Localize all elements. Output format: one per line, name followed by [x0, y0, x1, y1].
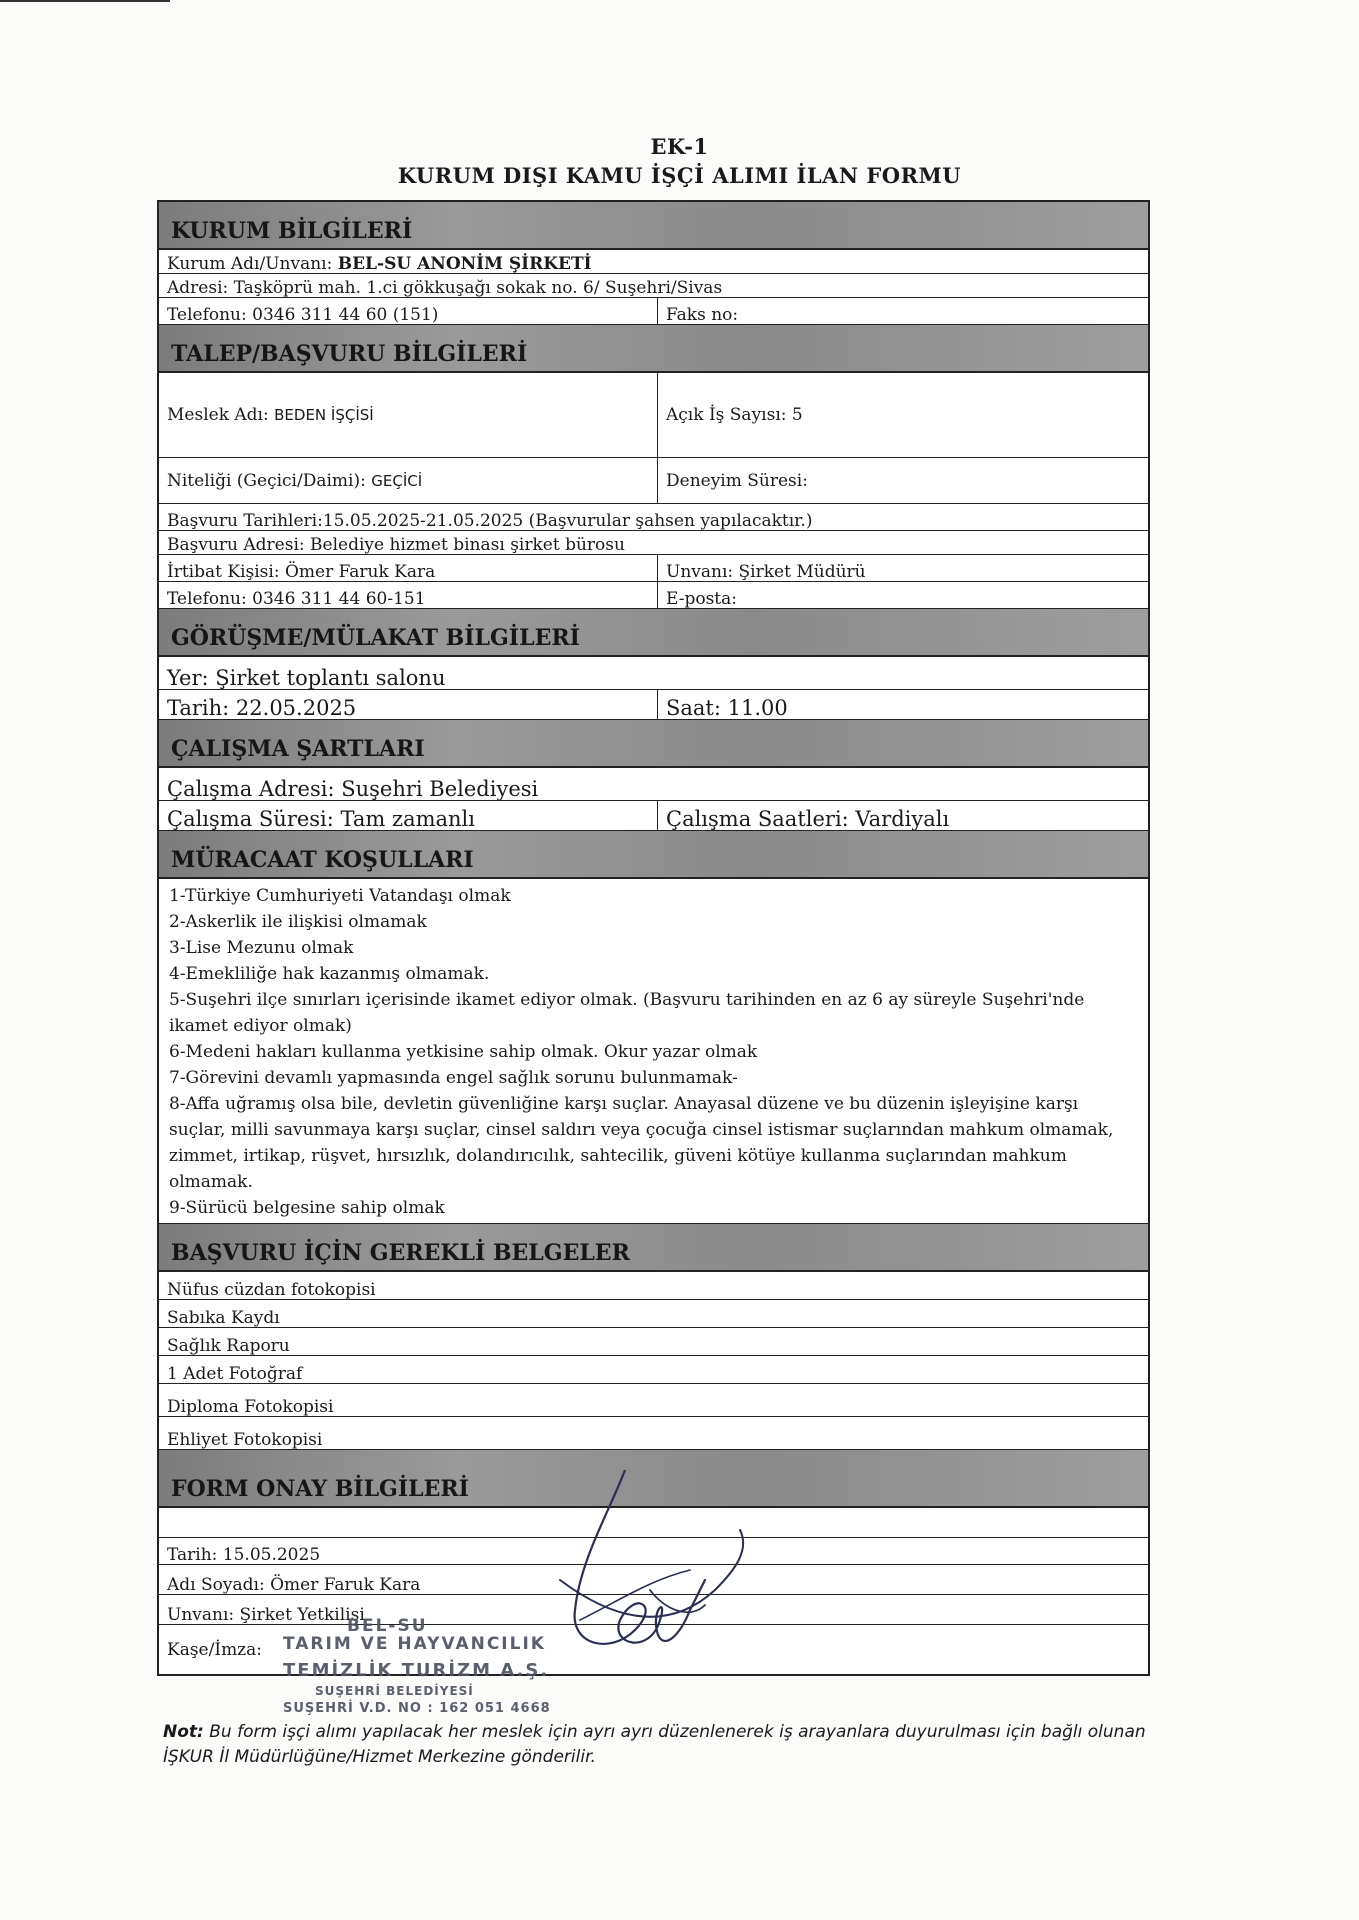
- kurum-name-label: Kurum Adı/Unvanı:: [167, 254, 333, 274]
- muracaat-item: 1-Türkiye Cumhuriyeti Vatandaşı olmak: [169, 886, 511, 906]
- meslek-cell: [159, 373, 658, 457]
- row-belge: [159, 1300, 1148, 1328]
- row-irtibat-telefon: [159, 582, 1148, 609]
- form-title: KURUM DIŞI KAMU İŞÇİ ALIMI İLAN FORMU: [397, 163, 962, 188]
- stamp-line-1: BEL-SU: [347, 1616, 428, 1636]
- row-basvuru-adresi: [159, 531, 1148, 555]
- section-gorusme: GÖRÜŞME/MÜLAKAT BİLGİLERİ: [159, 609, 1148, 657]
- muracaat-item: 2-Askerlik ile ilişkisi olmamak: [169, 912, 427, 932]
- belge-item: Nüfus cüzdan fotokopisi: [167, 1280, 376, 1300]
- section-muracaat: MÜRACAAT KOŞULLARI: [159, 831, 1148, 879]
- annex-label: EK-1: [650, 134, 709, 159]
- kurum-address: Adresi: Taşköprü mah. 1.ci gökkuşağı sokak no. 6/ Suşehri/Sivas: [167, 278, 723, 298]
- row-kurum-address: [159, 274, 1148, 298]
- muracaat-item: 7-Görevini devamlı yapmasında engel sağlık sorunu bulunmamak-: [169, 1068, 738, 1088]
- irtibat-unvan: Unvanı: Şirket Müdürü: [666, 562, 866, 582]
- belge-item: Sağlık Raporu: [167, 1336, 290, 1356]
- stamp-line-3: TEMİZLİK TURİZM A.Ş.: [283, 1660, 550, 1681]
- row-belge: [159, 1328, 1148, 1356]
- row-belge: [159, 1356, 1148, 1384]
- onay-kase-imza: Kaşe/İmza:: [167, 1639, 263, 1660]
- row-calisma-sure: [159, 801, 1148, 831]
- nitelik-cell: [159, 458, 658, 503]
- muracaat-item: 6-Medeni hakları kullanma yetkisine sahip olmak. Okur yazar olmak: [169, 1042, 758, 1062]
- meslek-label: Meslek Adı:: [167, 405, 269, 425]
- gorusme-tarih: Tarih: 22.05.2025: [159, 690, 658, 720]
- nitelik-label: Niteliği (Geçici/Daimi):: [167, 470, 366, 491]
- section-talep: TALEP/BAŞVURU BİLGİLERİ: [159, 325, 1148, 373]
- stamp-line-5: SUŞEHRİ V.D. NO : 162 051 4668: [283, 1701, 551, 1716]
- irtibat-telefon: Telefonu: 0346 311 44 60-151: [159, 582, 658, 609]
- acik-is-sayisi: Açık İş Sayısı: 5: [666, 405, 803, 425]
- stamp-line-4: SUŞEHRİ BELEDİYESİ: [315, 1684, 474, 1698]
- onay-unvan: Unvanı: Şirket Yetkilisi: [167, 1605, 365, 1625]
- belge-item: Diploma Fotokopisi: [167, 1397, 334, 1417]
- belge-item: Sabıka Kaydı: [167, 1308, 280, 1328]
- note-text: Bu form işçi alımı yapılacak her meslek için ayrı ayrı düzenlenerek iş arayanlara duyurulması için bağlı olunan İŞKUR İl Müdürlüğüne/Hizmet Merkezine gönderilir.: [163, 1722, 1146, 1767]
- footer-note: [163, 1720, 1193, 1770]
- row-belge: [159, 1417, 1148, 1450]
- muracaat-item: 8-Affa uğramış olsa bile, devletin güvenliğine karşı suçlar. Anayasal düzene ve bu düzenin işleyişine karşı suçlar, milli savunmaya karşı suçlar, cinsel saldırı veya çocuğa cinsel istismar suçlarından mahkum olmamak, zimmet, irtikap, rüşvet, hırsızlık, dolandırıcılık, sahtecilik, güveni kötüye kullanma suçlarından mahkum olmamak.: [169, 1094, 1114, 1192]
- scan-edge-line: [0, 0, 170, 2]
- basvuru-tarihleri: Başvuru Tarihleri:15.05.2025-21.05.2025 (Başvurular şahsen yapılacaktır.): [167, 511, 813, 531]
- calisma-saatleri: Çalışma Saatleri: Vardiyalı: [666, 807, 950, 831]
- row-belge: [159, 1384, 1148, 1417]
- onay-tarih: Tarih: 15.05.2025: [167, 1545, 321, 1565]
- row-kurum-name: [159, 250, 1148, 274]
- section-calisma: ÇALIŞMA ŞARTLARI: [159, 720, 1148, 768]
- kurum-fax: Faks no:: [666, 305, 739, 325]
- row-irtibat: [159, 555, 1148, 582]
- row-gorusme-tarih: [159, 690, 1148, 720]
- basvuru-adresi: Başvuru Adresi: Belediye hizmet binası şirket bürosu: [167, 535, 625, 555]
- muracaat-item: 9-Sürücü belgesine sahip olmak: [169, 1198, 445, 1218]
- stamp-line-2: TARIM VE HAYVANCILIK: [283, 1634, 546, 1654]
- kurum-name-value: BEL-SU ANONİM ŞİRKETİ: [337, 254, 592, 274]
- onay-ad-soyad: Adı Soyadı: Ömer Faruk Kara: [167, 1575, 421, 1595]
- row-kurum-phone: [159, 298, 1148, 325]
- muracaat-list: [159, 879, 1148, 1224]
- muracaat-item: 3-Lise Mezunu olmak: [169, 938, 354, 958]
- deneyim-suresi: Deneyim Süresi:: [666, 470, 808, 491]
- meslek-value: BEDEN İŞÇİSİ: [274, 406, 374, 424]
- irtibat-kisisi: İrtibat Kişisi: Ömer Faruk Kara: [159, 555, 658, 582]
- belge-item: 1 Adet Fotoğraf: [167, 1364, 303, 1384]
- row-gorusme-yer: [159, 657, 1148, 690]
- job-posting-form: [157, 200, 1150, 1676]
- row-calisma-adres: [159, 768, 1148, 801]
- belge-item: Ehliyet Fotokopisi: [167, 1430, 323, 1450]
- section-belgeler: BAŞVURU İÇİN GEREKLİ BELGELER: [159, 1224, 1148, 1272]
- kurum-phone: Telefonu: 0346 311 44 60 (151): [159, 298, 658, 325]
- row-belge: [159, 1272, 1148, 1300]
- handwritten-signature: [540, 1470, 770, 1700]
- gorusme-saat: Saat: 11.00: [666, 696, 788, 720]
- section-kurum: KURUM BİLGİLERİ: [159, 202, 1148, 250]
- irtibat-eposta: E-posta:: [666, 589, 738, 609]
- calisma-suresi: Çalışma Süresi: Tam zamanlı: [159, 801, 658, 831]
- gorusme-yer: Yer: Şirket toplantı salonu: [167, 666, 446, 690]
- calisma-adresi: Çalışma Adresi: Suşehri Belediyesi: [167, 777, 539, 801]
- muracaat-item: 4-Emekliliğe hak kazanmış olmamak.: [169, 964, 490, 984]
- kurum-name-cell: [159, 250, 1148, 274]
- note-label: Not:: [163, 1722, 204, 1742]
- row-meslek: [159, 373, 1148, 458]
- row-nitelik: [159, 458, 1148, 504]
- row-basvuru-tarihleri: [159, 504, 1148, 531]
- muracaat-item: 5-Suşehri ilçe sınırları içerisinde ikamet ediyor olmak. (Başvuru tarihinden en az 6 ay süreyle Suşehri'nde ikamet ediyor olmak): [169, 990, 1085, 1036]
- nitelik-value: GEÇİCİ: [371, 471, 423, 490]
- section-onay: FORM ONAY BİLGİLERİ: [159, 1450, 1148, 1508]
